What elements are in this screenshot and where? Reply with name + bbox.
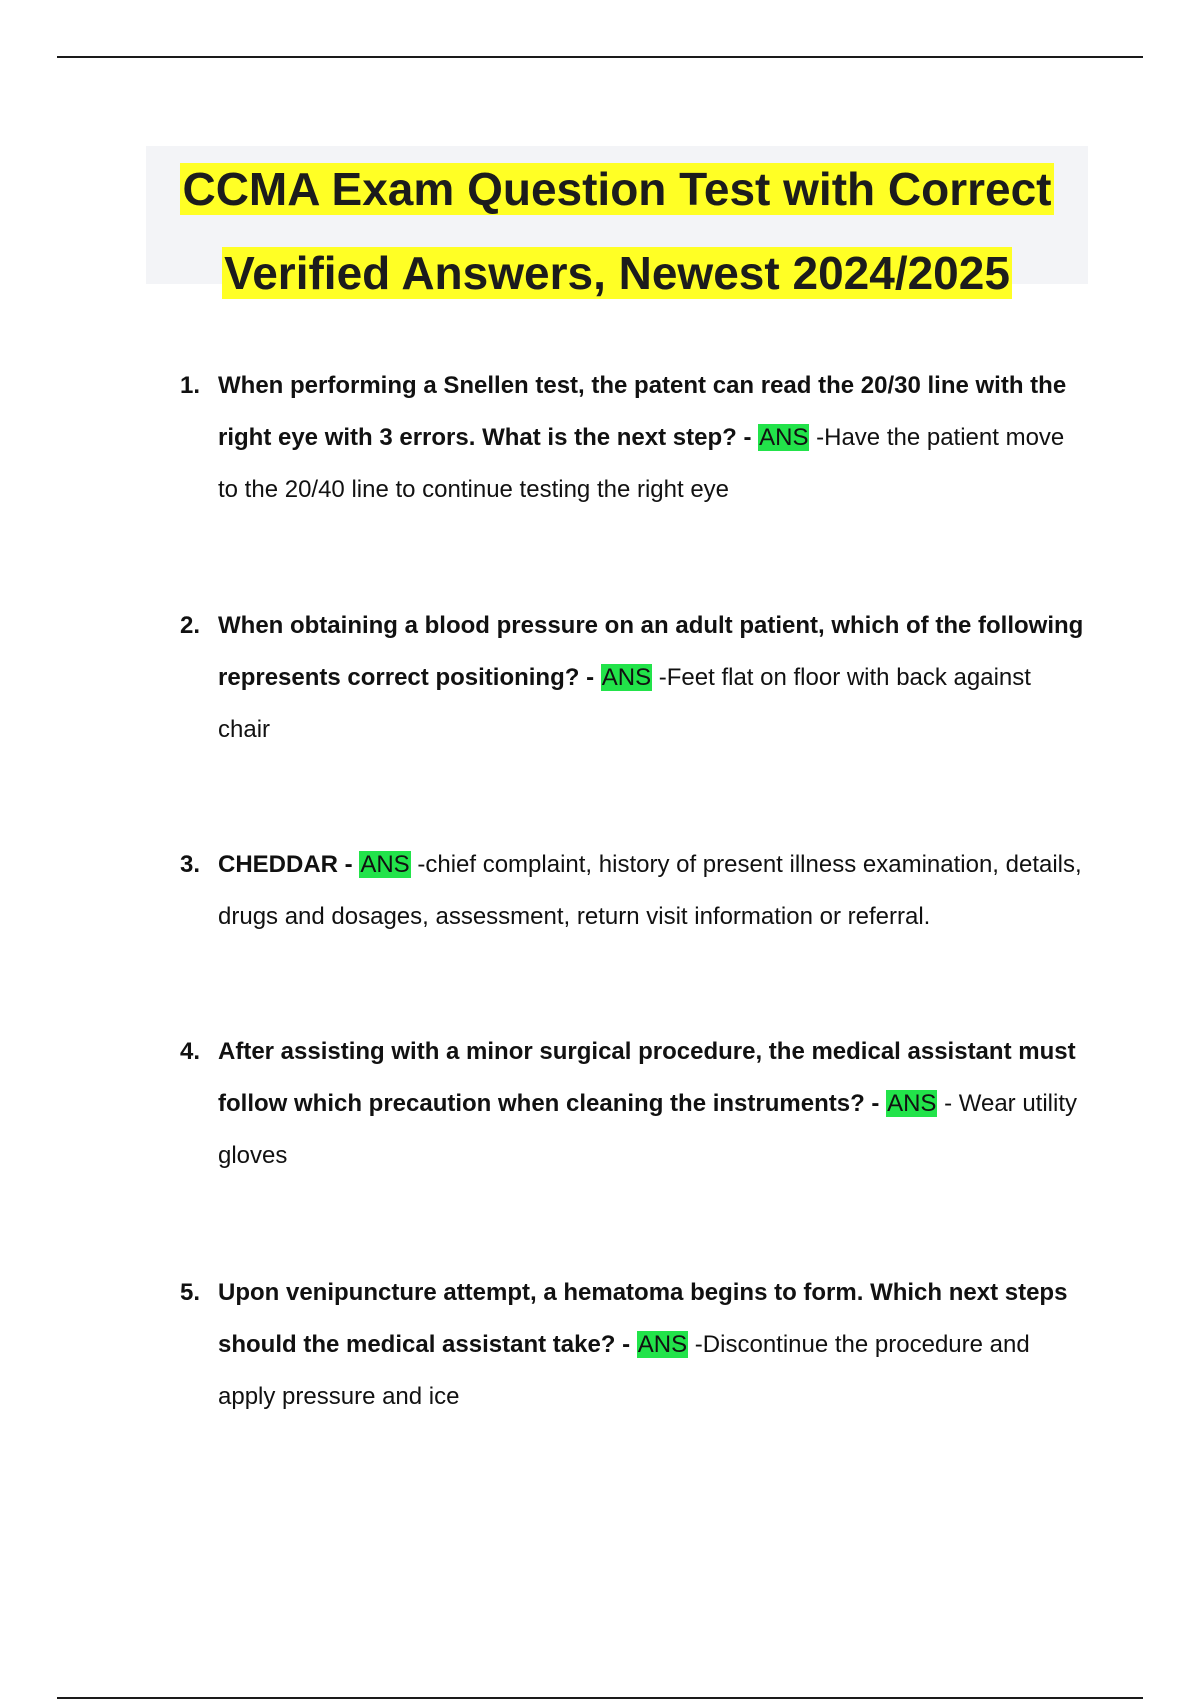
question-number: 5. [180,1279,201,1306]
ans-badge: ANS [759,424,809,451]
document-title [146,146,1088,299]
question-text: When performing a Snellen test, the patent can read the 20/30 line with the right eye with 3 errors. What is the next step? - [218,372,1067,451]
answer-text: -Have the patient move to the 20/40 line to continue testing the right eye [218,424,1065,503]
question-number: 3. [180,851,201,878]
header-rule [57,56,1143,58]
question-text: Upon venipuncture attempt, a hematoma begins to form. Which next steps should the medical assistant take? - [218,1279,1068,1358]
question-number: 4. [180,1038,201,1065]
question-body [218,839,1088,943]
footer-rule [57,1697,1143,1699]
answer-text: -Discontinue the procedure and apply pressure and ice [218,1331,1030,1410]
title-line-2: Verified Answers, Newest 2024/2025 [224,247,1010,299]
question-number: 1. [180,372,201,399]
question-body [218,1026,1088,1182]
answer-text: -chief complaint, history of present illness examination, details, drugs and dosages, assessment, return visit information or referral. [218,851,1082,930]
title-line-1: CCMA Exam Question Test with Correct [182,163,1052,215]
question-text: After assisting with a minor surgical procedure, the medical assistant must follow which precaution when cleaning the instruments? - [218,1038,1076,1117]
ans-badge: ANS [637,1331,688,1358]
question-body [218,600,1088,756]
answer-text: - Wear utility gloves [218,1090,1078,1169]
question-number: 2. [180,612,201,639]
ans-badge: ANS [601,664,652,691]
ans-badge: ANS [887,1090,937,1117]
question-text: CHEDDAR - [218,851,360,878]
question-body [218,1267,1088,1423]
ans-badge: ANS [360,851,410,878]
question-body [218,360,1088,516]
question-text: When obtaining a blood pressure on an adult patient, which of the following represents correct positioning? - [218,612,1084,691]
answer-text: -Feet flat on floor with back against chair [218,664,1031,743]
